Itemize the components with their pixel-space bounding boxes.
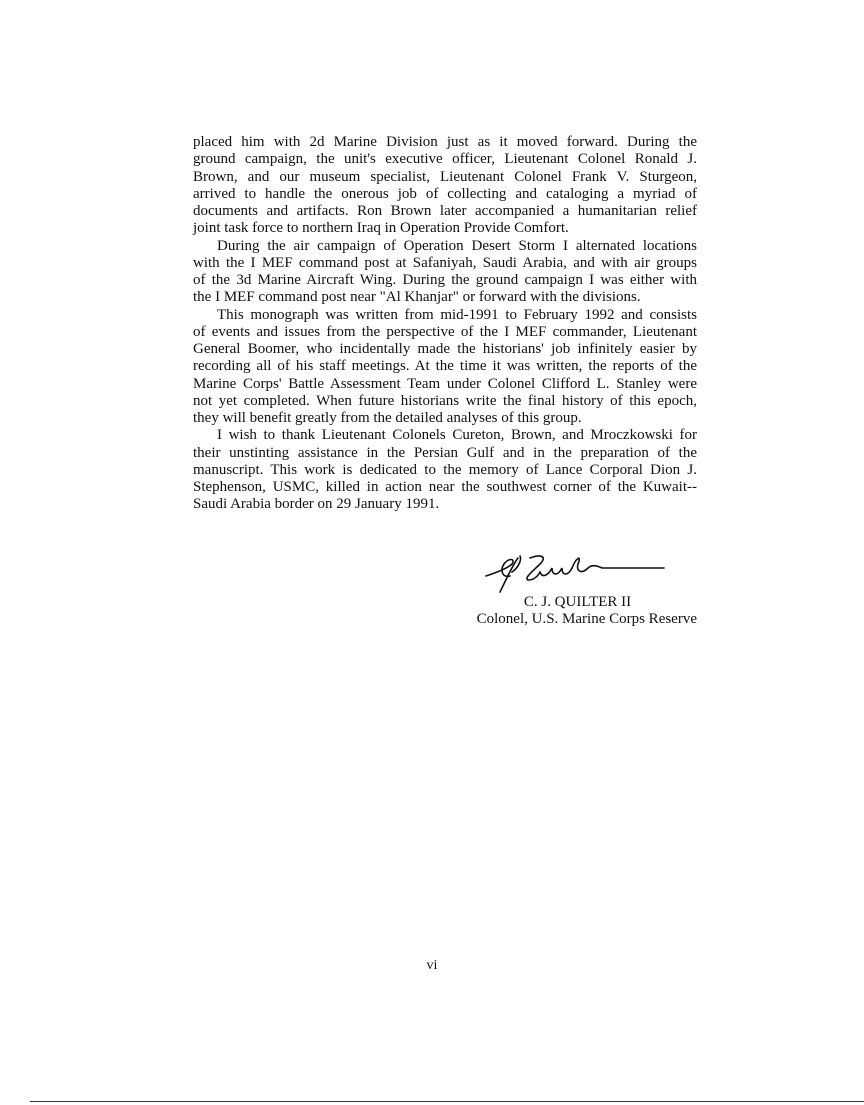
paragraph — [193, 427, 697, 513]
text-line: they will benefit greatly from the detailed analyses of this group. — [193, 410, 582, 426]
body-text — [193, 134, 697, 514]
text-line: documents and artifacts. Ron Brown later accompanied a humanitarian relief — [193, 203, 697, 219]
text-line: their unstinting assistance in the Persian Gulf and in the preparation of the — [193, 444, 697, 461]
page-bottom-rule — [30, 1101, 864, 1102]
paragraph — [193, 134, 697, 238]
text-line: Stephenson, USMC, killed in action near the southwest corner of the Kuwait-- — [193, 479, 697, 495]
text-line: joint task force to northern Iraq in Operation Provide Comfort. — [193, 220, 569, 237]
text-line: During the air campaign of Operation Desert Storm I alternated locations — [217, 237, 697, 254]
text-line: the I MEF command post near "Al Khanjar" or forward with the divisions. — [193, 289, 641, 306]
page-number: vi — [426, 958, 438, 973]
text-line: General Boomer, who incidentally made the historians' job infinitely easier by — [193, 341, 697, 357]
text-line: Marine Corps' Battle Assessment Team under Colonel Clifford L. Stanley were — [193, 375, 697, 392]
signatory-name: C. J. QUILTER II — [523, 594, 632, 610]
text-line: of the 3d Marine Aircraft Wing. During the ground campaign I was either with — [193, 272, 697, 288]
paragraph — [193, 307, 697, 428]
text-line: I wish to thank Lieutenant Colonels Cureton, Brown, and Mroczkowski for — [217, 427, 697, 444]
text-line: arrived to handle the onerous job of collecting and cataloging a myriad of — [193, 185, 697, 202]
text-line: manuscript. This work is dedicated to the memory of Lance Corporal Dion J. — [193, 461, 697, 478]
text-line: Saudi Arabia border on 29 January 1991. — [193, 496, 440, 513]
text-line: ground campaign, the unit's executive officer, Lieutenant Colonel Ronald J. — [193, 151, 697, 168]
text-line: recording all of his staff meetings. At the time it was written, the reports of the — [193, 358, 697, 375]
text-line: not yet completed. When future historians write the final history of this epoch, — [193, 392, 697, 409]
text-line: Brown, and our museum specialist, Lieutenant Colonel Frank V. Sturgeon, — [193, 168, 697, 185]
text-line: of events and issues from the perspective of the I MEF commander, Lieutenant — [193, 323, 697, 340]
signatory-title: Colonel, U.S. Marine Corps Reserve — [476, 611, 697, 627]
text-line: with the I MEF command post at Safaniyah, Saudi Arabia, and with air groups — [193, 254, 697, 271]
text-line: This monograph was written from mid-1991 to February 1992 and consists — [217, 306, 697, 323]
text-line: placed him with 2d Marine Division just as it moved forward. During the — [193, 134, 697, 150]
paragraph — [193, 238, 697, 307]
